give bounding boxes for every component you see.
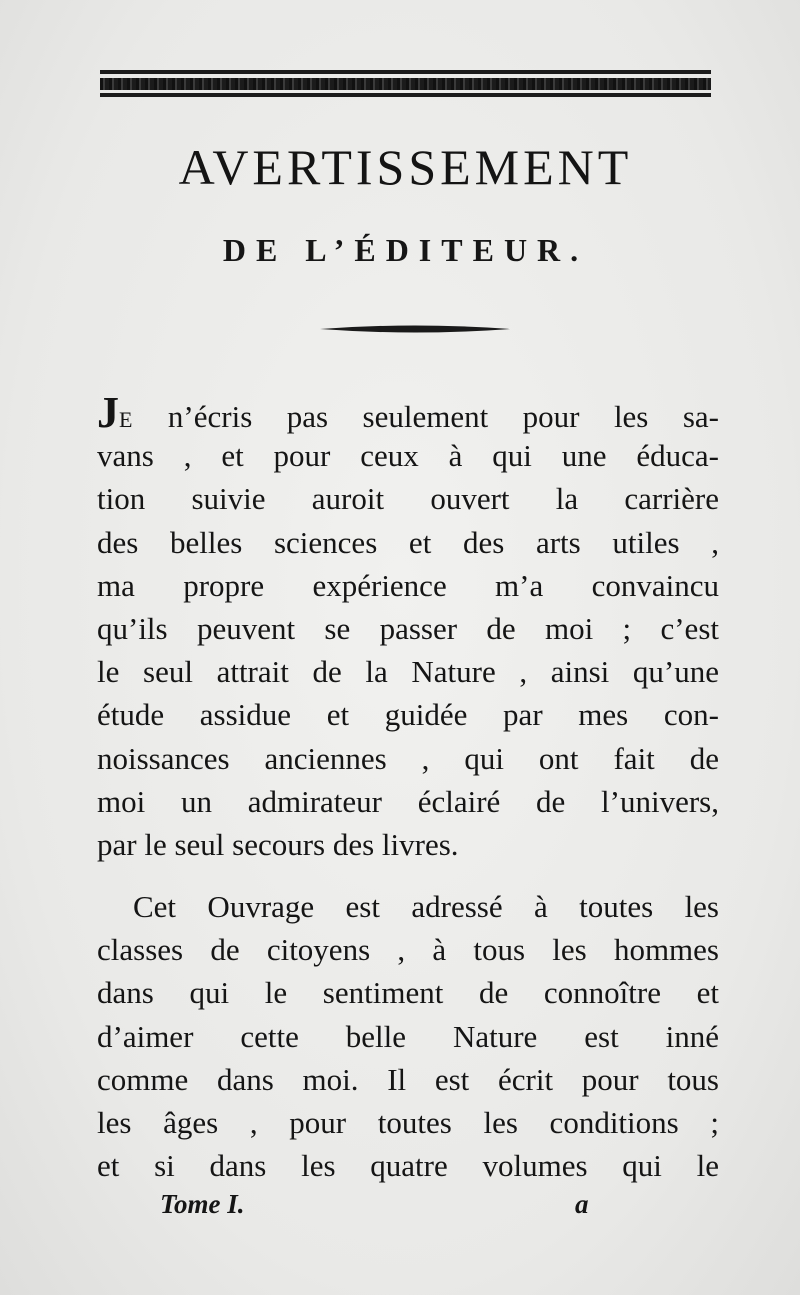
volume-label: Tome I. — [160, 1189, 245, 1219]
text-line: tion suivie auroit ouvert la carrière — [97, 481, 719, 517]
ornamental-header-band — [100, 70, 711, 100]
text-line: JE n’écris pas seulement pour les sa- — [97, 388, 719, 437]
text-line: noissances anciennes , qui ont fait de — [97, 740, 719, 776]
text-line: moi un admirateur éclairé de l’univers, — [97, 783, 719, 819]
text-line: et si dans les quatre volumes qui le — [97, 1148, 719, 1184]
small-cap: E — [119, 407, 134, 432]
text-line: qu’ils peuvent se passer de moi ; c’est — [97, 610, 719, 646]
page-title: AVERTISSEMENT — [178, 139, 633, 195]
text-line: par le seul secours des livres. — [97, 826, 459, 862]
text-line: classes de citoyens , à tous les hommes — [97, 932, 719, 968]
text-line: le seul attrait de la Nature , ainsi qu’une — [97, 654, 719, 690]
text-line: comme dans moi. Il est écrit pour tous — [97, 1061, 719, 1097]
text-line: d’aimer cette belle Nature est inné — [97, 1018, 719, 1054]
page-subtitle: DE L’ÉDITEUR. — [222, 232, 589, 268]
text-line: les âges , pour toutes les conditions ; — [97, 1104, 719, 1140]
ornamental-rule — [320, 320, 510, 338]
paragraph-1 — [97, 388, 719, 866]
text-line: ma propre expérience m’a convaincu — [97, 567, 719, 603]
drop-cap: J — [97, 388, 119, 437]
paragraph-2 — [97, 885, 719, 1187]
text-line: des belles sciences et des arts utiles , — [97, 524, 719, 560]
text-line: vans , et pour ceux à qui une éduca- — [97, 438, 719, 474]
text-line: étude assidue et guidée par mes con- — [97, 697, 719, 733]
signature-mark: a — [575, 1189, 589, 1219]
text-line: Cet Ouvrage est adressé à toutes les — [133, 889, 719, 924]
text-line: dans qui le sentiment de connoître et — [97, 975, 719, 1011]
